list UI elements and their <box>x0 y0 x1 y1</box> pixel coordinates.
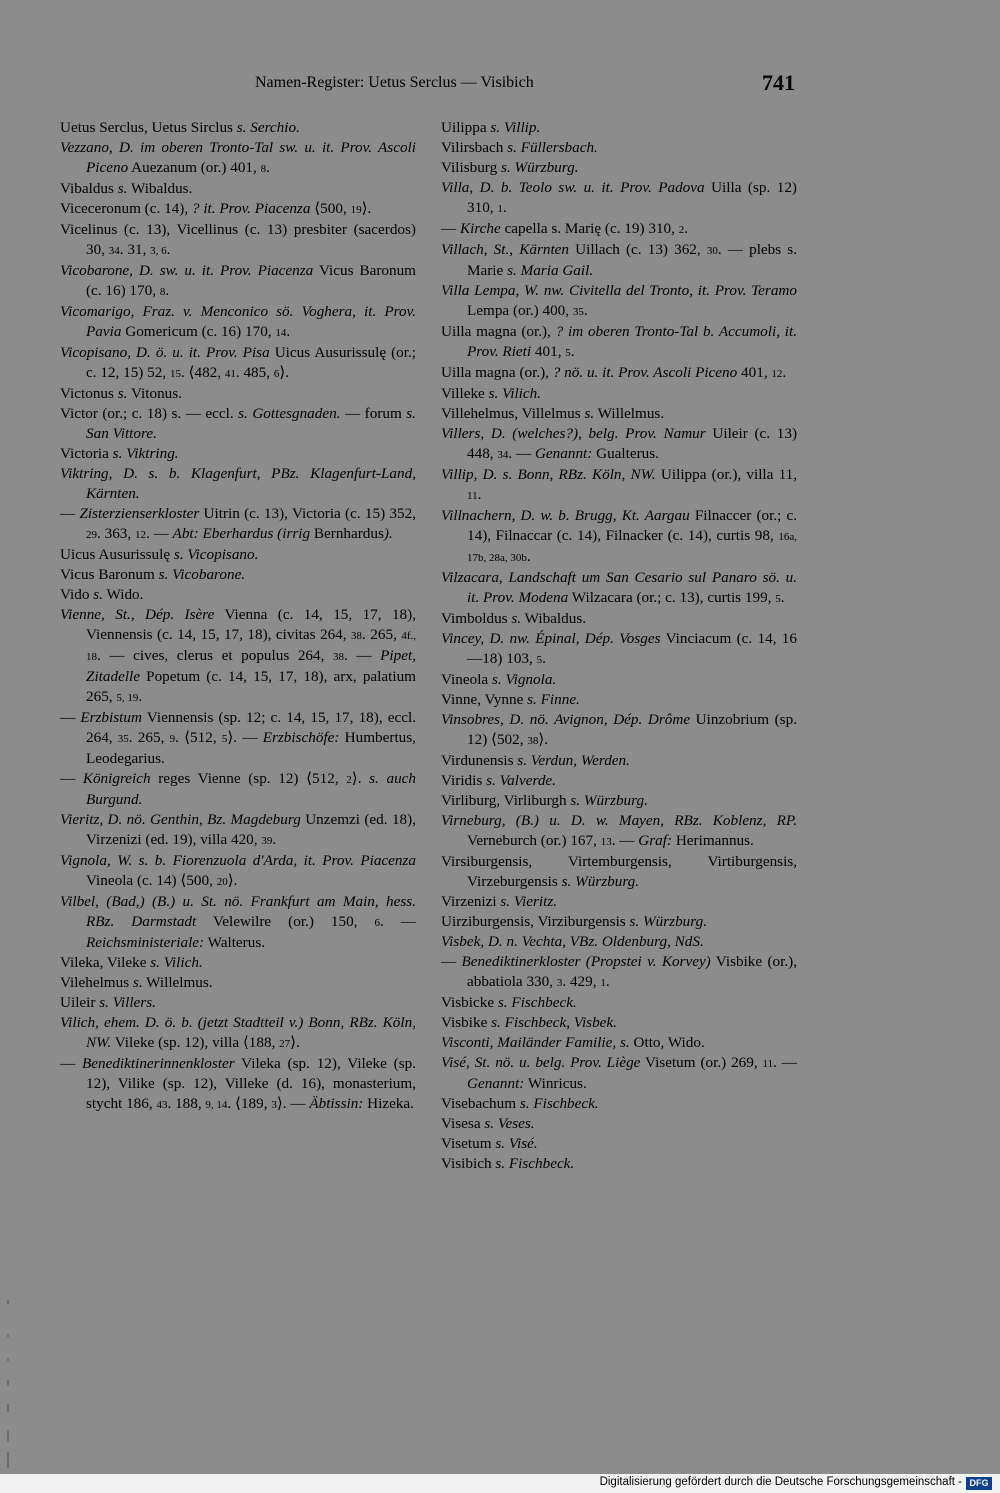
index-entry: Uileir s. Villers. <box>60 994 156 1011</box>
index-entry: Vimboldus s. Wibaldus. <box>441 610 587 627</box>
index-entry: Villa Lempa, W. nw. Civitella del Tronto, it. Prov. Teramo Lempa (or.) 400, 35. <box>441 282 797 319</box>
index-entry: Villip, D. s. Bonn, RBz. Köln, NW. Uilippa (or.), villa 11, 11. <box>441 466 797 503</box>
index-entry: Vieritz, D. nö. Genthin, Bz. Magdeburg Unzemzi (ed. 18), Virzenizi (ed. 19), villa 420, 39. <box>60 811 416 848</box>
index-entry: Vignola, W. s. b. Fiorenzuola d'Arda, it. Prov. Piacenza Vineola (c. 14) ⟨500, 20⟩. <box>60 852 416 889</box>
index-entry: Visebachum s. Fischbeck. <box>441 1095 599 1112</box>
index-entry: Virsiburgensis, Virtemburgensis, Virtiburgensis, Virzeburgensis s. Würzburg. <box>441 853 797 890</box>
index-entry: — Benediktinerinnenkloster Vileka (sp. 12), Vileke (sp. 12), Vilike (sp. 12), Villeke (d. 16), monasterium, stycht 186, 43. 188, 9, 14. ⟨189, 3⟩. — Äbtissin: Hizeka. <box>60 1055 416 1112</box>
index-entry: Visbike s. Fischbeck, Visbek. <box>441 1014 617 1031</box>
index-entry: Visé, St. nö. u. belg. Prov. Liège Visetum (or.) 269, 11. — Genannt: Winricus. <box>441 1054 797 1092</box>
index-entry: Victonus s. Vitonus. <box>60 385 182 402</box>
index-entry: Villehelmus, Villelmus s. Willelmus. <box>441 405 665 422</box>
index-entry: Viktring, D. s. b. Klagenfurt, PBz. Klagenfurt-Land, Kärnten. <box>60 465 416 502</box>
index-entry: Virneburg, (B.) u. D. w. Mayen, RBz. Koblenz, RP. Verneburch (or.) 167, 13. — Graf: Herimannus. <box>441 812 797 849</box>
index-entry: — Erzbistum Viennensis (sp. 12; c. 14, 15, 17, 18), eccl. 264, 35. 265, 9. ⟨512, 5⟩. — Erzbischöfe: Humbertus, Leodegarius. <box>60 709 417 767</box>
scan-margin-marks <box>2 1300 16 1470</box>
index-entry: Villers, D. (welches?), belg. Prov. Namur Uileir (c. 13) 448, 34. — Genannt: Gualterus. <box>441 425 798 462</box>
index-entry: Vilisburg s. Würzburg. <box>441 159 579 176</box>
index-entry: Visibich s. Fischbeck. <box>441 1155 575 1172</box>
index-entry: Uilippa s. Villip. <box>441 119 541 136</box>
index-entry: Virzenizi s. Vieritz. <box>441 893 558 910</box>
index-entry: Uilla magna (or.), ? nö. u. it. Prov. Ascoli Piceno 401, 12. <box>441 364 787 381</box>
index-entry: Visbicke s. Fischbeck. <box>441 994 577 1011</box>
index-entry: Vicopisano, D. ö. u. it. Prov. Pisa Uicus Ausurissulę (or.; c. 12, 15) 52, 15. ⟨482, 41. 485, 6⟩. <box>60 344 416 381</box>
index-entry: Virliburg, Virliburgh s. Würzburg. <box>441 792 648 809</box>
index-entry: Uilla magna (or.), ? im oberen Tronto-Tal b. Accumoli, it. Prov. Rieti 401, 5. <box>441 323 797 360</box>
index-entry: Vicomarigo, Fraz. v. Menconico sö. Voghera, it. Prov. Pavia Gomericum (c. 16) 170, 14. <box>60 303 416 340</box>
index-entry: Vilirsbach s. Füllersbach. <box>441 139 598 156</box>
index-entry: Vinsobres, D. nö. Avignon, Dép. Drôme Uinzobrium (sp. 12) ⟨502, 38⟩. <box>441 711 797 748</box>
index-entry: Vicobarone, D. sw. u. it. Prov. Piacenza Vicus Baronum (c. 16) 170, 8. <box>60 262 416 299</box>
index-entry: Vibaldus s. Wibaldus. <box>60 180 193 197</box>
index-entry: Uirziburgensis, Virziburgensis s. Würzburg. <box>441 913 707 930</box>
footer-bar <box>0 1474 1000 1493</box>
page-number: 741 <box>762 70 795 95</box>
index-entry: — Zisterzienserkloster Uitrin (c. 13), Victoria (c. 15) 352, 29. 363, 12. — Abt: Eberhardus (irrig Bernhardus). <box>60 505 417 542</box>
index-entry: Vincey, D. nw. Épinal, Dép. Vosges Vinciacum (c. 14, 16—18) 103, 5. <box>441 630 797 667</box>
index-entry: Vilehelmus s. Willelmus. <box>60 974 213 991</box>
index-entry: Villeke s. Vilich. <box>441 385 542 402</box>
index-entry: Viceceronum (c. 14), ? it. Prov. Piacenza ⟨500, 19⟩. <box>60 200 372 217</box>
page-header <box>60 70 795 100</box>
left-column <box>60 118 416 1115</box>
index-entry: Vilich, ehem. D. ö. b. (jetzt Stadtteil v.) Bonn, RBz. Köln, NW. Vileke (sp. 12), villa ⟨188, 27⟩. <box>60 1014 416 1051</box>
footer-credit: Digitalisierung gefördert durch die Deutsche Forschungsgemeinschaft - <box>599 1476 962 1488</box>
index-entry: Uetus Serclus, Uetus Sirclus s. Serchio. <box>60 119 300 136</box>
index-entry: Vicus Baronum s. Vicobarone. <box>60 566 246 583</box>
index-entry: Vilzacara, Landschaft um San Cesario sul Panaro sö. u. it. Prov. Modena Wilzacara (or.; c. 13), curtis 199, 5. <box>441 569 797 606</box>
index-entry: Viridis s. Valverde. <box>441 772 556 789</box>
index-entry: Visconti, Mailänder Familie, s. Otto, Wido. <box>441 1034 705 1051</box>
index-entry: Villa, D. b. Teolo sw. u. it. Prov. Padova Uilla (sp. 12) 310, 1. <box>441 179 797 216</box>
index-entry: Villnachern, D. w. b. Brugg, Kt. Aargau Filnaccer (or.; c. 14), Filnaccar (c. 14), Filnacker (c. 14), curtis 98, 16a, 17b, 28a, 30b. <box>441 507 797 565</box>
index-entry: Uicus Ausurissulę s. Vicopisano. <box>60 546 259 563</box>
index-entry: Victor (or.; c. 18) s. — eccl. s. Gottesgnaden. — forum s. San Vittore. <box>60 405 416 442</box>
index-entry: Vilbel, (Bad,) (B.) u. St. nö. Frankfurt am Main, hess. RBz. Darmstadt Velewilre (or.) 150, 6. — Reichsministeriale: Walterus. <box>60 893 416 951</box>
index-entry: Visesa s. Veses. <box>441 1115 535 1132</box>
index-entry: Visetum s. Visé. <box>441 1135 538 1152</box>
index-entry: Vileka, Vileke s. Vilich. <box>60 954 203 971</box>
index-entry: — Benediktinerkloster (Propstei v. Korvey) Visbike (or.), abbatiola 330, 3. 429, 1. <box>441 953 797 990</box>
index-entry: Vido s. Wido. <box>60 586 144 603</box>
index-entry: Vicelinus (c. 13), Vicellinus (c. 13) presbiter (sacerdos) 30, 34. 31, 3, 6. <box>60 221 416 258</box>
running-title: Namen-Register: Uetus Serclus — Visibich <box>255 74 534 91</box>
index-entry: Visbek, D. n. Vechta, VBz. Oldenburg, NdS. <box>441 933 704 950</box>
right-column <box>441 118 797 1174</box>
index-entry: Villach, St., Kärnten Uillach (c. 13) 362, 30. — plebs s. Marie s. Maria Gail. <box>441 241 798 279</box>
index-entry: Vezzano, D. im oberen Tronto-Tal sw. u. it. Prov. Ascoli Piceno Auezanum (or.) 401, 8. <box>60 139 416 176</box>
index-entry: Victoria s. Viktring. <box>60 445 179 462</box>
dfg-logo: DFG <box>966 1477 992 1490</box>
index-entry: — Königreich reges Vienne (sp. 12) ⟨512, 2⟩. s. auch Burgund. <box>60 770 416 808</box>
index-entry: Virdunensis s. Verdun, Werden. <box>441 752 630 769</box>
index-entry: — Kirche capella s. Marię (c. 19) 310, 2. <box>441 220 689 237</box>
index-entry: Vinne, Vynne s. Finne. <box>441 691 580 708</box>
index-entry: Vineola s. Vignola. <box>441 671 557 688</box>
index-entry: Vienne, St., Dép. Isère Vienna (c. 14, 15, 17, 18), Viennensis (c. 14, 15, 17, 18), civitas 264, 38. 265, 4f., 18. — cives, clerus et populus 264, 38. — Pipet, Zitadelle Popetum (c. 14, 15, 17, 18), arx, palatium 265, 5, 19. <box>60 606 416 705</box>
